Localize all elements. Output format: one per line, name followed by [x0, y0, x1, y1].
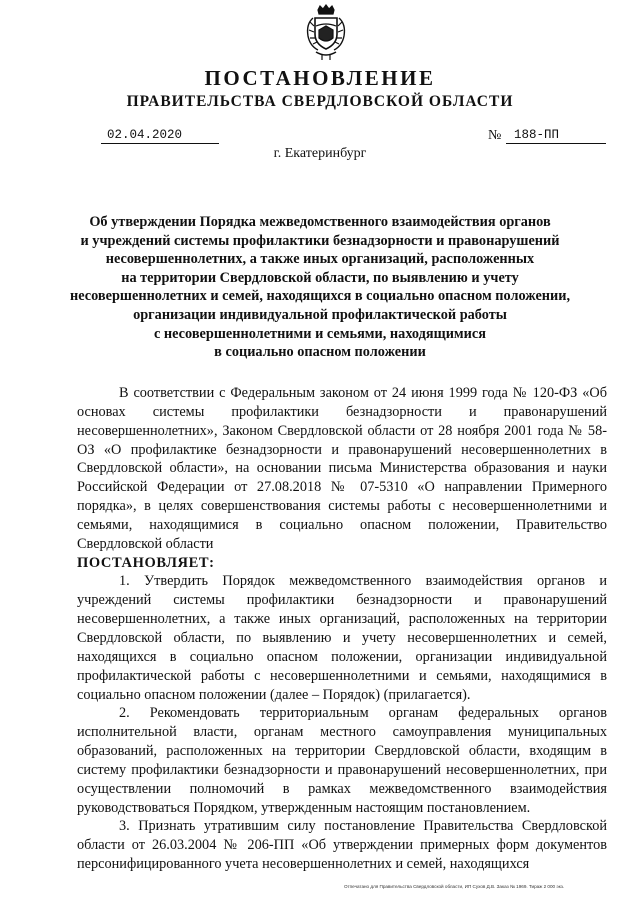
- heading-line: организации индивидуальной профилактической работы: [133, 306, 507, 323]
- heading-line: несовершеннолетних и семей, находящихся в социально опасном положении,: [70, 288, 571, 305]
- document-heading: [70, 213, 570, 362]
- coat-of-arms-icon: [302, 4, 350, 62]
- decree-word: ПОСТАНОВЛЯЕТ:: [77, 554, 215, 571]
- document-date: 02.04.2020: [101, 128, 219, 144]
- city-line: г. Екатеринбург: [273, 146, 367, 161]
- item-2-paragraph: 2. Рекомендовать территориальным органам федеральных органов исполнительной власти, органам местного самоуправления муниципальных образований, расположенных на территории Свердловской области, входящим в систему профилактики безнадзорности и правонарушений несовершеннолетних, при осуществлении полномочий в рамках межведомственного взаимодействия руководствоваться Порядком, утвержденным настоящим постановлением.: [77, 705, 607, 816]
- heading-line: на территории Свердловской области, по выявлению и учету: [121, 269, 519, 286]
- heading-line: с несовершеннолетними и семьями, находящимися: [154, 325, 486, 342]
- heading-line: несовершеннолетних, а также иных организаций, расположенных: [105, 251, 535, 268]
- print-footer: Отпечатано для Правительства Свердловской области, ИП Сухов Д.В. Заказ № 1969. Тираж 2 000 экз.: [344, 884, 565, 889]
- heading-line: в социально опасном положении: [214, 344, 426, 361]
- issuer-title: ПРАВИТЕЛЬСТВА СВЕРДЛОВСКОЙ ОБЛАСТИ: [126, 93, 514, 110]
- number-sign: №: [488, 128, 502, 143]
- item-1-paragraph: 1. Утвердить Порядок межведомственного взаимодействия органов и учреждений системы профилактики безнадзорности и правонарушений несовершеннолетних, а также иных организаций, расположенных на территории Свердловской области, по выявлению и учету несовершеннолетних и семей, находящихся в социально опасном положении, организации индивидуальной профилактической работы с несовершеннолетними и семьями, находящимися в социально опасном положении (далее – Порядок) (прилагается).: [77, 573, 607, 703]
- document-title: ПОСТАНОВЛЕНИЕ: [204, 66, 436, 90]
- document-number: 188-ПП: [506, 128, 606, 144]
- heading-line: и учреждений системы профилактики безнадзорности и правонарушений: [80, 232, 560, 249]
- item-3-paragraph: 3. Признать утратившим силу постановление Правительства Свердловской области от 26.03.2004 № 206-ПП «Об утверждении примерных форм документов персонифицированного учета несовершеннолетних и семей, находящихся: [77, 818, 607, 873]
- heading-line: Об утверждении Порядка межведомственного взаимодействия органов: [89, 214, 551, 230]
- document-body: [77, 384, 607, 874]
- preamble-paragraph: В соответствии с Федеральным законом от 24 июня 1999 года № 120-ФЗ «Об основах системы профилактики безнадзорности и правонарушений несовершеннолетних», Законом Свердловской области от 28 ноября 2001 года № 58-ОЗ «О профилактике безнадзорности и правонарушений несовершеннолетних в Свердловской области», на основании письма Министерства образования и науки Российской Федерации от 27.08.2018 № 07-5310 «О направлении Примерного порядка», в целях совершенствования системы работы с несовершеннолетними и семьями, находящимися в социально опасном положении, Правительство Свердловской области: [77, 385, 607, 552]
